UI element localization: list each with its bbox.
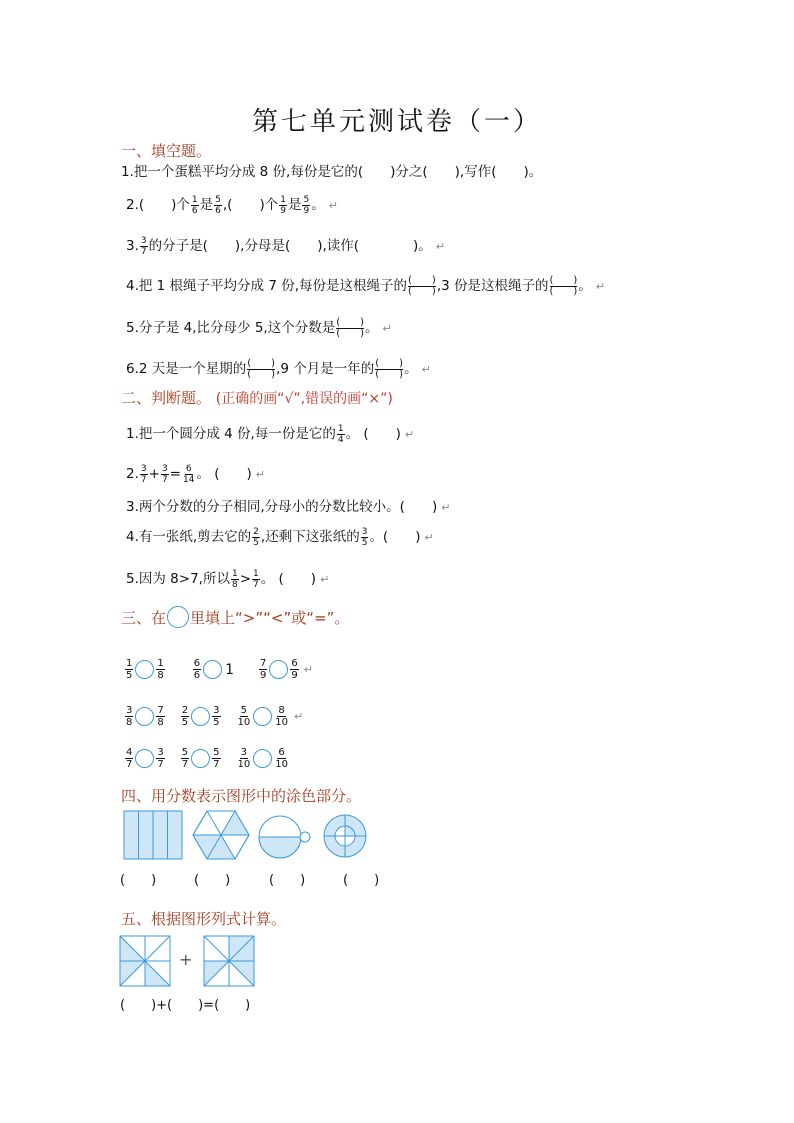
- s2-question-1: 1.把一个圆分成 4 份,每一份是它的 $\frac{1}{4}$ 。 ( ) ↵: [126, 423, 415, 445]
- figure-square-1: [119, 935, 173, 987]
- s1-question-5: 5.分子是 4,比分母少 5,这个分数是 ( ) ( ) 。 ↵: [126, 316, 392, 339]
- s1-question-4: 4.把 1 根绳子平均分成 7 份,每份是这根绳子的 ( ) ( ) ,3 份是这根绳子的 ( ) ( ) 。 ↵: [126, 274, 606, 297]
- return-mark-icon: ↵: [595, 280, 606, 293]
- s1-question-3: 3. $\frac{3}{7}$ 的分子是( ),分母是( ),读作( )。 ↵: [126, 235, 446, 257]
- section-4-heading: 四、用分数表示图形中的涂色部分。: [121, 787, 362, 805]
- blank-circle-icon: [167, 606, 189, 628]
- compare-circle[interactable]: [135, 749, 154, 768]
- return-mark-icon: ↵: [424, 531, 434, 544]
- section-2-note: (正确的画“√”,错误的画“×”): [215, 391, 393, 407]
- return-mark-icon: ↵: [328, 199, 338, 212]
- compare-circle[interactable]: [253, 707, 272, 726]
- return-mark-icon: ↵: [320, 573, 330, 586]
- s2-question-2: 2. $\frac{3}{7}$ + $\frac{3}{7}$ = $\frac{6}{14}$ 。 ( ) ↵: [126, 463, 265, 485]
- s4-answer-3[interactable]: ( ): [269, 873, 306, 888]
- section-5-heading: 五、根据图形列式计算。: [121, 910, 287, 928]
- figure-rectangle-strips: [124, 811, 182, 859]
- compare-row-3: $\frac{4}{7}$ $\frac{3}{7}$ $\frac{5}{7}$ $\frac{5}{7}$ $\frac{3}{10}$ $\frac{6}{10}$: [126, 747, 288, 770]
- compare-circle[interactable]: [135, 660, 154, 679]
- compare-circle[interactable]: [253, 749, 272, 768]
- return-mark-icon: ↵: [255, 468, 265, 481]
- return-mark-icon: ↵: [382, 322, 392, 335]
- section-2-heading: 二、判断题。 (正确的画“√”,错误的画“×”): [121, 389, 393, 407]
- s5-equation[interactable]: ( )+( )=( ): [120, 998, 251, 1013]
- compare-circle[interactable]: [191, 707, 210, 726]
- figure-ring: [324, 815, 366, 857]
- s1-question-6: 6.2 天是一个星期的 ( ) ( ) ,9 个月是一年的 ( ) ( ) 。 ↵: [126, 357, 431, 380]
- figure-hexagon: [193, 811, 249, 859]
- s4-answer-2[interactable]: ( ): [194, 873, 231, 888]
- return-mark-icon: ↵: [435, 240, 446, 253]
- compare-circle[interactable]: [203, 660, 222, 679]
- return-mark-icon: ↵: [303, 663, 314, 676]
- return-mark-icon: ↵: [404, 428, 415, 441]
- s4-answer-1[interactable]: ( ): [120, 873, 157, 888]
- figure-square-2: [203, 935, 257, 987]
- return-mark-icon: ↵: [293, 710, 304, 723]
- compare-circle[interactable]: [269, 660, 288, 679]
- compare-row-1: $\frac{1}{5}$ $\frac{1}{8}$ $\frac{6}{6}$ 1 $\frac{7}{9}$ $\frac{6}{9}$ ↵: [126, 658, 314, 681]
- s2-question-4: 4.有一张纸,剪去它的 $\frac{2}{5}$ ,还剩下这张纸的 $\frac{3}{5}$ 。( ) ↵: [126, 526, 434, 548]
- compare-circle[interactable]: [191, 749, 210, 768]
- s2-question-5: 5.因为 8>7,所以 $\frac{1}{8}$ > $\frac{1}{7}$ 。 ( ) ↵: [126, 568, 330, 590]
- shaded-figures: [120, 808, 370, 864]
- s1-question-1: 1.把一个蛋糕平均分成 8 份,每份是它的( )分之( ),写作( )。: [121, 164, 543, 180]
- compare-circle[interactable]: [135, 707, 154, 726]
- s1-question-2: 2.( )个 $\frac{1}{6}$ 是 $\frac{5}{6}$ ,( )个 $\frac{1}{9}$ 是 $\frac{5}{9}$ 。 ↵: [126, 194, 338, 216]
- return-mark-icon: ↵: [421, 363, 431, 376]
- return-mark-icon: ↵: [441, 501, 451, 514]
- s4-answer-4[interactable]: ( ): [343, 873, 380, 888]
- compare-row-2: $\frac{3}{8}$ $\frac{7}{8}$ $\frac{2}{5}$ $\frac{3}{5}$ $\frac{5}{10}$ $\frac{8}{10}$ ↵: [126, 705, 304, 728]
- page-title: 第七单元测试卷（一）: [251, 107, 542, 137]
- figure-half-circle: [259, 816, 310, 858]
- plus-sign: +: [179, 950, 193, 969]
- section-1-heading: 一、填空题。: [121, 142, 212, 160]
- s2-question-3: 3.两个分数的分子相同,分母小的分数比较小。( ) ↵: [126, 499, 451, 515]
- section-3-heading: 三、在 里填上“>”“<”或“=”。: [121, 606, 349, 628]
